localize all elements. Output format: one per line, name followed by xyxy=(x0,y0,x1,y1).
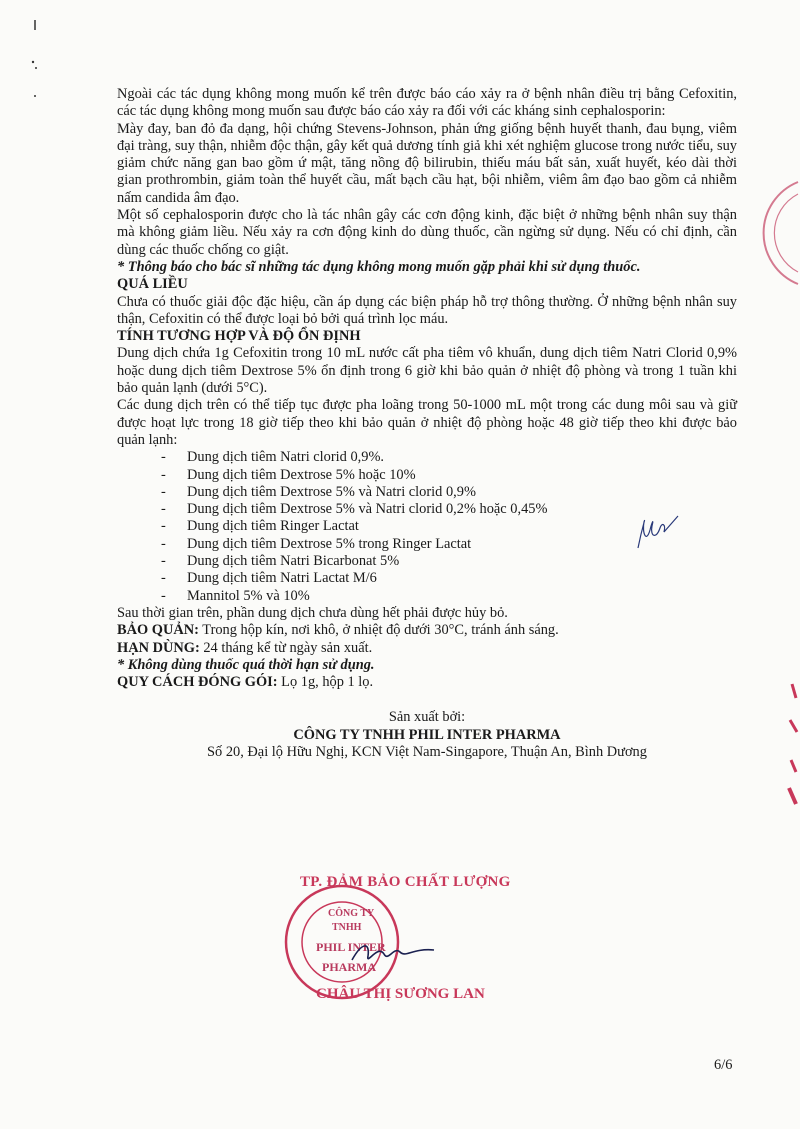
list-item: - Dung dịch tiêm Natri Lactat M/6 xyxy=(117,570,737,587)
list-item: - Dung dịch tiêm Dextrose 5% và Natri clorid 0,2% hoặc 0,45% xyxy=(117,501,737,518)
page-number: 6/6 xyxy=(714,1057,733,1073)
company-name: CÔNG TY TNHH PHIL INTER PHARMA xyxy=(293,726,561,743)
side-effects-paragraph: Một số cephalosporin được cho là tác nhân gây các cơn động kinh, đặc biệt ở những bệnh nhân suy thận mà không giảm liều. Nếu xảy ra cơn động kinh do dùng thuốc, cần ngừng sử dụng. Nếu có chỉ định, cần dùng các thuốc chống co giật. xyxy=(117,207,737,258)
signature-title: TP. ĐẢM BẢO CHẤT LƯỢNG xyxy=(300,874,511,890)
list-item: - Dung dịch tiêm Natri Bicarbonat 5% xyxy=(117,553,737,570)
manufacturer-block xyxy=(117,709,737,761)
side-effects-paragraph: Mày đay, ban đỏ đa dạng, hội chứng Stevens-Johnson, phản ứng giống bệnh huyết thanh, đau bụng, viêm đại tràng, suy thận, nhiễm độc thận, gây kết quả dương tính giả khi xét nghiệm glucose trong nước tiểu, suy giảm chức năng gan bao gồm ứ mật, tăng nồng độ bilirubin, thiếu máu bất sản, xuất huyết, kéo dài thời gian prothrombin, giảm toàn thể huyết cầu, mất bạch cầu hạt, bội nhiễm, viêm âm đạo bao gồm cả nhiễm nấm candida âm đạo. xyxy=(117,120,737,206)
expiry-note: * Không dùng thuốc quá thời hạn sử dụng. xyxy=(117,656,375,673)
list-item: - Dung dịch tiêm Dextrose 5% và Natri clorid 0,9% xyxy=(117,484,737,501)
overdose-heading: QUÁ LIỀU xyxy=(117,276,188,293)
list-item: - Dung dịch tiêm Dextrose 5% trong Ringer Lactat xyxy=(117,536,737,553)
compatibility-text: Dung dịch chứa 1g Cefoxitin trong 10 mL nước cất pha tiêm vô khuẩn, dung dịch tiêm Natri Clorid 0,9% hoặc dung dịch tiêm Dextrose 5% ổn định trong 6 giờ khi bảo quản ở nhiệt độ phòng và trong 1 tuần khi bảo quản lạnh (dưới 5°C). xyxy=(117,345,737,397)
storage-label: BẢO QUẢN: xyxy=(117,622,199,639)
stamp-line: PHIL INTER xyxy=(316,940,386,954)
after-time-text: Sau thời gian trên, phần dung dịch chưa dùng hết phải được hủy bỏ. xyxy=(117,604,508,621)
expiry-line xyxy=(117,640,737,657)
compatibility-text: Các dung dịch trên có thể tiếp tục được pha loãng trong 50-1000 mL một trong các dung môi sau và giữ được hoạt lực trong 18 giờ tiếp theo khi bảo quản ở nhiệt độ phòng hoặc 48 giờ tiếp theo khi được bảo quản lạnh: xyxy=(117,397,737,448)
signatory-name: CHÂU THỊ SƯƠNG LAN xyxy=(316,986,485,1002)
edge-red-marks-icon xyxy=(784,680,800,810)
packing-text: Lọ 1g, hộp 1 lọ. xyxy=(277,674,374,691)
list-item: - Dung dịch tiêm Ringer Lactat xyxy=(117,518,737,535)
stamp-line: PHARMA xyxy=(322,960,376,974)
list-item: - Dung dịch tiêm Dextrose 5% hoặc 10% xyxy=(117,467,737,484)
storage-text: Trong hộp kín, nơi khô, ở nhiệt độ dưới 30°C, tránh ánh sáng. xyxy=(198,622,559,639)
document-body xyxy=(117,86,737,761)
side-effects-paragraph: Ngoài các tác dụng không mong muốn kể trên được báo cáo xảy ra ở bệnh nhân điều trị bằng Cefoxitin, các tác dụng không mong muốn sau được báo cáo xảy ra đối với các kháng sinh cephalosporin: xyxy=(117,86,737,120)
handwritten-signature-icon xyxy=(348,936,438,976)
expiry-label: HẠN DÙNG: xyxy=(117,639,200,656)
scan-marks xyxy=(30,18,40,98)
list-item: - Dung dịch tiêm Natri clorid 0,9%. xyxy=(117,449,737,466)
expiry-text: 24 tháng kể từ ngày sản xuất. xyxy=(199,639,373,656)
packing-label: QUY CÁCH ĐÓNG GÓI: xyxy=(117,674,278,691)
compatibility-heading: TÍNH TƯƠNG HỢP VÀ ĐỘ ỔN ĐỊNH xyxy=(117,328,361,345)
side-effects-note: * Thông báo cho bác sĩ những tác dụng không mong muốn gặp phải khi sử dụng thuốc. xyxy=(117,258,641,275)
manufactured-by-label: Sản xuất bởi: xyxy=(388,709,466,726)
partial-stamp-right-icon xyxy=(728,178,800,288)
scan-dots-icon xyxy=(30,18,40,98)
storage-line xyxy=(117,622,737,639)
company-address: Số 20, Đại lộ Hữu Nghị, KCN Việt Nam-Singapore, Thuận An, Bình Dương xyxy=(207,743,647,760)
overdose-text: Chưa có thuốc giải độc đặc hiệu, cần áp dụng các biện pháp hỗ trợ thông thường. Ở những bệnh nhân suy thận, Cefoxitin có thể được loại bỏ bởi quá trình lọc máu. xyxy=(117,293,737,327)
stamp-line: CÔNG TY xyxy=(328,908,375,919)
signature-block xyxy=(278,860,548,1010)
stamp-line: TNHH xyxy=(332,922,362,933)
list-item: - Mannitol 5% và 10% xyxy=(117,588,737,605)
solutions-list xyxy=(117,449,737,605)
packing-line xyxy=(117,674,737,691)
